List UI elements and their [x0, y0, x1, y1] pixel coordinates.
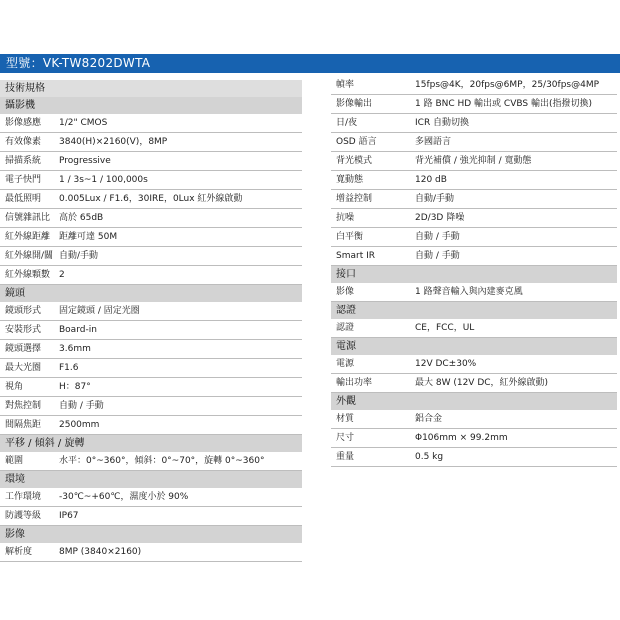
spec-value: -30℃~+60℃，濕度小於 90% [59, 492, 189, 502]
spec-row [0, 266, 302, 285]
spec-row [0, 228, 302, 247]
spec-label: 重量 [336, 452, 355, 462]
spec-row [331, 133, 617, 152]
lens-rows [0, 302, 302, 435]
spec-row [0, 378, 302, 397]
spec-row [331, 429, 617, 448]
spec-row [0, 114, 302, 133]
section-interface: 接口 [331, 266, 617, 283]
spec-value: 1 路 BNC HD 輸出或 CVBS 輸出(指撥切換) [415, 99, 592, 109]
section-cert: 認證 [331, 302, 617, 319]
spec-row [331, 355, 617, 374]
spec-label: 認證 [336, 323, 355, 333]
spec-label: 鏡頭選擇 [5, 344, 42, 354]
spec-label: 紅外線開/關 [5, 251, 54, 261]
spec-label: 工作環境 [5, 492, 42, 502]
spec-row [0, 359, 302, 378]
spec-label: 視角 [5, 382, 24, 392]
spec-label: 範圍 [5, 456, 24, 466]
spec-value: 0.005Lux / F1.6，30IRE，0Lux 紅外線啟動 [59, 194, 243, 204]
spec-label: 解析度 [5, 547, 33, 557]
cert-rows [331, 319, 617, 338]
spec-label: 掃描系統 [5, 156, 42, 166]
spec-label: 增益控制 [336, 194, 373, 204]
spec-label: 有效像素 [5, 137, 42, 147]
spec-value: 自動 / 手動 [59, 401, 104, 411]
spec-value: 鋁合金 [415, 414, 443, 424]
section-camera: 攝影機 [0, 97, 302, 114]
spec-value: H：87° [59, 382, 91, 392]
spec-label: 防護等級 [5, 511, 42, 521]
spec-value: 12V DC±30% [415, 359, 477, 369]
spec-label: 電子快門 [5, 175, 42, 185]
spec-row [0, 452, 302, 471]
spec-label: 紅外線距離 [5, 232, 51, 242]
spec-value: 2D/3D 降噪 [415, 213, 465, 223]
camera-cont-rows [331, 76, 617, 266]
spec-row [0, 507, 302, 526]
spec-value: 120 dB [415, 175, 447, 185]
spec-value: 距離可達 50M [59, 232, 118, 242]
spec-row [0, 302, 302, 321]
spec-value: Progressive [59, 156, 111, 166]
spec-label: 尺寸 [336, 433, 355, 443]
spec-value: Φ106mm × 99.2mm [415, 433, 508, 443]
spec-value: ICR 自動切換 [415, 118, 470, 128]
camera-rows [0, 114, 302, 285]
spec-value: 1/2" CMOS [59, 118, 108, 128]
section-image: 影像 [0, 526, 302, 543]
spec-row [331, 95, 617, 114]
spec-label: 紅外線顆數 [5, 270, 51, 280]
spec-label: 背光模式 [336, 156, 373, 166]
spec-row [331, 283, 617, 302]
spec-label: 寬動態 [336, 175, 364, 185]
spec-label: 最大光圈 [5, 363, 42, 373]
image-rows [0, 543, 302, 562]
spec-value: 高於 65dB [59, 213, 104, 223]
spec-value: 3840(H)×2160(V)，8MP [59, 137, 168, 147]
spec-value: 自動/手動 [59, 251, 99, 261]
spec-row [0, 416, 302, 435]
spec-row [0, 209, 302, 228]
spec-value: 背光補償 / 強光抑制 / 寬動態 [415, 156, 532, 166]
spec-row [331, 228, 617, 247]
spec-row [331, 209, 617, 228]
section-environment: 環境 [0, 471, 302, 488]
section-lens: 鏡頭 [0, 285, 302, 302]
spec-value: 15fps@4K，20fps@6MP，25/30fps@4MP [415, 80, 600, 90]
model-header: 型號：VK-TW8202DWTA [0, 54, 620, 73]
spec-label: 日/夜 [336, 118, 358, 128]
spec-row [0, 247, 302, 266]
spec-value: CE，FCC，UL [415, 323, 475, 333]
spec-value: IP67 [59, 511, 79, 521]
power-rows [331, 355, 617, 393]
spec-row [331, 247, 617, 266]
spec-label: 鏡頭形式 [5, 306, 42, 316]
pan-tilt-rows [0, 452, 302, 471]
section-pan-tilt: 平移 / 傾斜 / 旋轉 [0, 435, 302, 452]
spec-row [0, 543, 302, 562]
spec-label: 對焦控制 [5, 401, 42, 411]
spec-label: OSD 語言 [336, 137, 377, 147]
spec-row [331, 410, 617, 429]
spec-label: 信號雜訊比 [5, 213, 51, 223]
spec-value: 水平：0°~360°，傾斜：0°~70°，旋轉 0°~360° [59, 456, 265, 466]
spec-row [0, 488, 302, 507]
spec-label: 電源 [336, 359, 355, 369]
spec-value: 3.6mm [59, 344, 91, 354]
spec-label: 安裝形式 [5, 325, 42, 335]
spec-value: Board-in [59, 325, 97, 335]
left-spec-column [0, 80, 302, 562]
spec-row [0, 190, 302, 209]
spec-label: 材質 [336, 414, 355, 424]
spec-row [0, 152, 302, 171]
interface-rows [331, 283, 617, 302]
spec-label: Smart IR [336, 251, 375, 261]
spec-row [331, 152, 617, 171]
spec-row [331, 374, 617, 393]
spec-row [0, 171, 302, 190]
spec-value: 自動 / 手動 [415, 232, 460, 242]
right-spec-column [331, 76, 617, 467]
spec-value: 1 路聲音輸入與內建麥克風 [415, 287, 523, 297]
spec-label: 抗噪 [336, 213, 355, 223]
spec-row [331, 76, 617, 95]
section-exterior: 外觀 [331, 393, 617, 410]
spec-label: 幀率 [336, 80, 355, 90]
spec-label: 間隔焦距 [5, 420, 42, 430]
spec-label: 影像輸出 [336, 99, 373, 109]
spec-label: 白平衡 [336, 232, 364, 242]
spec-row [331, 171, 617, 190]
spec-row [0, 340, 302, 359]
spec-value: 0.5 kg [415, 452, 444, 462]
spec-value: 2 [59, 270, 65, 280]
spec-row [331, 448, 617, 467]
spec-label: 影像 [336, 287, 355, 297]
spec-value: 8MP (3840×2160) [59, 547, 142, 557]
section-power: 電源 [331, 338, 617, 355]
spec-row [0, 397, 302, 416]
spec-row [0, 133, 302, 152]
spec-value: 多國語言 [415, 137, 452, 147]
environment-rows [0, 488, 302, 526]
spec-value: 固定鏡頭 / 固定光圈 [59, 306, 140, 316]
spec-value: 自動/手動 [415, 194, 455, 204]
spec-value: 自動 / 手動 [415, 251, 460, 261]
exterior-rows [331, 410, 617, 467]
spec-label: 輸出功率 [336, 378, 373, 388]
spec-label: 最低照明 [5, 194, 42, 204]
spec-value: 1 / 3s~1 / 100,000s [59, 175, 148, 185]
spec-row [331, 319, 617, 338]
spec-value: 2500mm [59, 420, 100, 430]
spec-value: 最大 8W (12V DC，紅外線啟動) [415, 378, 549, 388]
spec-row [331, 114, 617, 133]
section-spec-title: 技術規格 [0, 80, 302, 97]
spec-label: 影像感應 [5, 118, 42, 128]
spec-value: F1.6 [59, 363, 79, 373]
spec-row [0, 321, 302, 340]
spec-row [331, 190, 617, 209]
